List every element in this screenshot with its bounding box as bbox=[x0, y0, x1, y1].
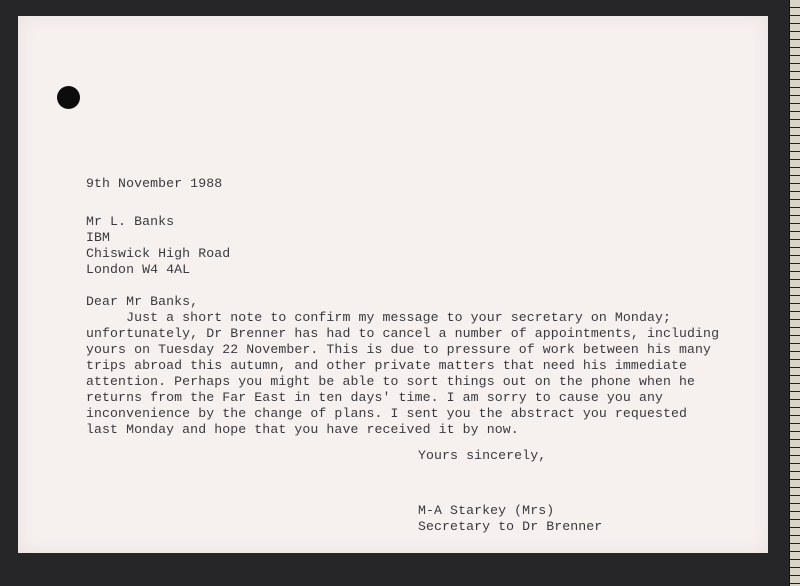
signer-title: Secretary to Dr Brenner bbox=[418, 519, 603, 534]
scale-ruler bbox=[789, 0, 800, 586]
body-line: yours on Tuesday 22 November. This is due to pressure of work between his many bbox=[86, 342, 712, 357]
recipient-company: IBM bbox=[86, 230, 111, 245]
body-line: attention. Perhaps you might be able to sort things out on the phone when he bbox=[86, 374, 696, 389]
letter-content bbox=[18, 16, 768, 553]
salutation: Dear Mr Banks, bbox=[86, 294, 199, 309]
signer-name: M-A Starkey (Mrs) bbox=[418, 503, 555, 518]
body-line: unfortunately, Dr Brenner has had to cancel a number of appointments, including bbox=[86, 326, 720, 341]
body-line: Just a short note to confirm my message to your secretary on Monday; bbox=[86, 310, 672, 325]
recipient-name: Mr L. Banks bbox=[86, 214, 175, 229]
body-line: returns from the Far East in ten days' time. I am sorry to cause you any bbox=[86, 390, 663, 405]
letter-date: 9th November 1988 bbox=[86, 176, 223, 191]
recipient-street: Chiswick High Road bbox=[86, 246, 231, 261]
body-line: trips abroad this autumn, and other private matters that need his immediate bbox=[86, 358, 688, 373]
recipient-city: London W4 4AL bbox=[86, 262, 191, 277]
letter-page bbox=[18, 16, 768, 553]
closing: Yours sincerely, bbox=[418, 448, 547, 463]
body-line: inconvenience by the change of plans. I sent you the abstract you requested bbox=[86, 406, 688, 421]
body-line: last Monday and hope that you have received it by now. bbox=[86, 422, 519, 437]
